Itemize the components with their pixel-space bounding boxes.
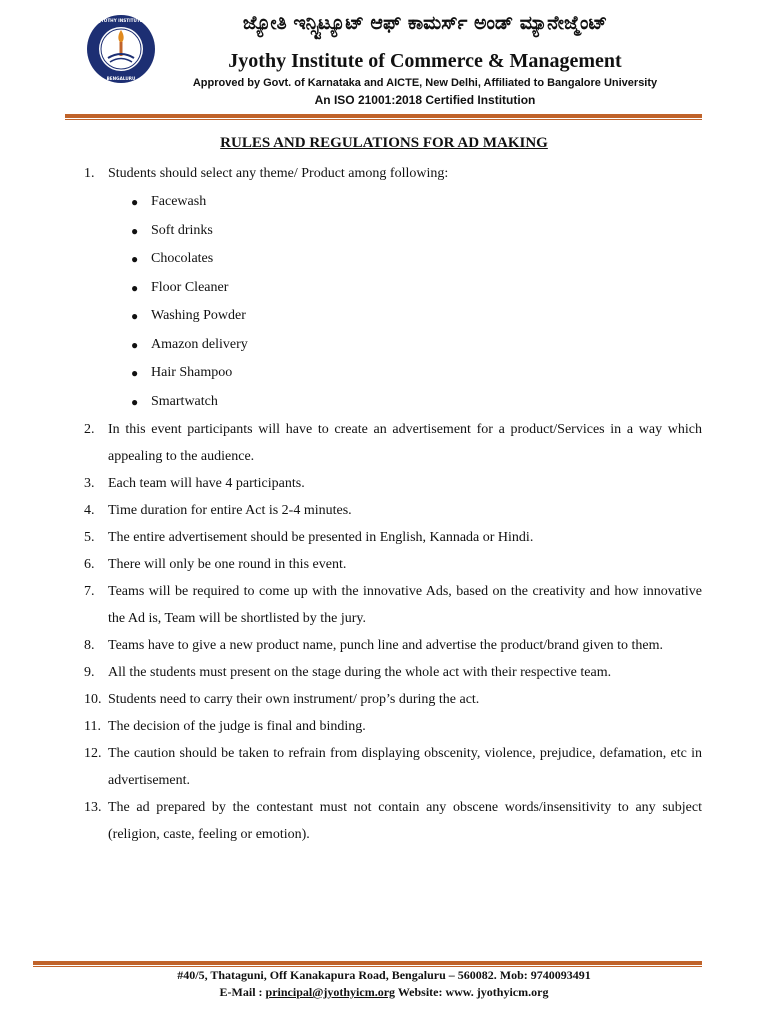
theme-item: ● Smartwatch [0,388,768,417]
theme-item: ● Floor Cleaner [0,274,768,303]
theme-item: ● Chocolates [0,245,768,274]
rule-item: 4. Time duration for entire Act is 2-4 minutes. [84,503,352,518]
letterhead [0,0,768,120]
bullet-icon: ● [131,337,139,352]
rule-item: 3. Each team will have 4 participants. [84,476,305,491]
theme-item: ● Amazon delivery [0,331,768,360]
email-label: E-Mail : [219,985,266,999]
theme-item: ● Soft drinks [0,217,768,246]
email-link[interactable]: principal@jyothyicm.org [265,985,396,999]
rule-item: 12. The caution should be taken to refrain from displaying obscenity, violence, prejudice, defamation, etc in advertisement. [84,746,702,788]
header-divider [65,114,702,118]
rule-item: 9. All the students must present on the stage during the whole act with their respective team. [84,665,612,680]
rule-item: 11. The decision of the judge is final and binding. [84,719,366,734]
rule-text: Students should select any theme/ Product among following: [108,166,449,181]
rule-item: 2. In this event participants will have to create an advertisement for a product/Services in a way which appealing to the audience. [84,422,702,464]
theme-list [0,188,768,416]
website-text: Website: www. jyothyicm.org [395,985,549,999]
bullet-icon: ● [131,309,139,323]
theme-item: ● Hair Shampoo [0,359,768,388]
svg-text:BENGALURU: BENGALURU [106,76,136,81]
rule-item: 7. Teams will be required to come up with the innovative Ads, based on the creativity and how innovative the Ad is, Team will be shortlisted by the jury. [84,584,702,626]
rule-item: 6. There will only be one round in this event. [84,557,347,572]
rules-content [0,160,768,848]
bullet-icon: ● [131,280,139,295]
approval-line: Approved by Govt. of Karnataka and AICTE, New Delhi, Affiliated to Bangalore University [192,77,658,89]
institute-logo [86,14,156,84]
institute-name: Jyothy Institute of Commerce & Management [228,50,622,72]
iso-certification: An ISO 21001:2018 Certified Institution [314,93,536,107]
rule-item [0,160,768,187]
rule-item: 13. The ad prepared by the contestant must not contain any obscene words/insensitivity to any subject (religion, caste, feeling or emotion). [84,800,702,842]
theme-item: ● Washing Powder [0,302,768,331]
bullet-icon: ● [131,394,139,409]
svg-text:JYOTHY INSTITUTE: JYOTHY INSTITUTE [99,18,143,23]
rule-item: 10. Students need to carry their own instrument/ prop’s during the act. [84,692,480,707]
document-title: RULES AND REGULATIONS FOR AD MAKING [220,135,548,151]
footer-divider-thin [33,966,702,967]
institute-name-kannada: ಜ್ಯೋತಿ ಇನ್ಸ್ಟಿಟ್ಯೂಟ್ ಆಫ್ ಕಾಮರ್ಸ್ ಅಂಡ್ ಮ್ಯಾನೇಜ್ಮೆಂಟ್ [242,12,608,34]
bullet-icon: ● [131,223,139,238]
rules-list [0,160,768,187]
footer-divider [33,961,702,965]
rule-number: 1. [84,166,95,181]
rule-item: 5. The entire advertisement should be presented in English, Kannada or Hindi. [84,530,534,545]
rules-list-continued [0,416,768,848]
bullet-icon: ● [131,366,139,380]
footer-address: #40/5, Thataguni, Off Kanakapura Road, Bengaluru – 560082. Mob: 9740093491 [177,968,591,982]
footer-contact [0,985,768,1000]
bullet-icon: ● [131,195,139,209]
header-divider-thin [65,119,702,120]
rule-item: 8. Teams have to give a new product name, punch line and advertise the product/brand given to them. [84,638,663,653]
theme-item: ● Facewash [0,188,768,217]
bullet-icon: ● [131,252,139,266]
